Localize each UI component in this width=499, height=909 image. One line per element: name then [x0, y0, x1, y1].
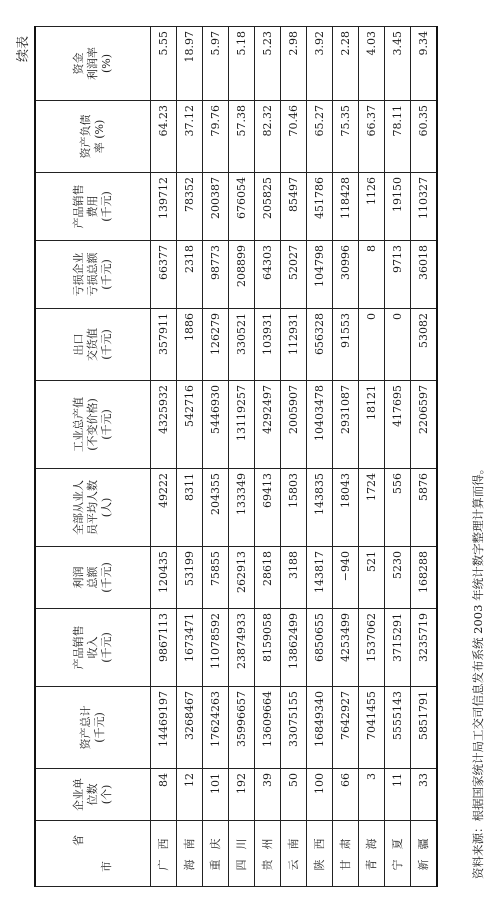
- cell-employees: 556: [385, 469, 411, 547]
- cell-total-profit: 5230: [385, 547, 411, 609]
- cell-sales-cost: 139712: [151, 173, 177, 241]
- header-output-value: 工业总产值 (不变价格) (千元): [35, 381, 151, 469]
- cell-total-profit: 75855: [203, 547, 229, 609]
- cell-enterprises: 100: [307, 769, 333, 821]
- cell-sales-revenue: 3235719: [411, 609, 438, 687]
- cell-sales-cost: 205825: [255, 173, 281, 241]
- cell-enterprises: 33: [411, 769, 438, 821]
- cell-profit-ratio: 2.28: [333, 27, 359, 101]
- cell-export-value: 126279: [203, 309, 229, 381]
- cell-enterprises: 3: [359, 769, 385, 821]
- cell-total-assets: 13609664: [255, 687, 281, 769]
- cell-output-value: 2931087: [333, 381, 359, 469]
- cell-export-value: 103931: [255, 309, 281, 381]
- header-province: 省 市: [35, 821, 151, 887]
- cell-profit-ratio: 5.23: [255, 27, 281, 101]
- table-row: [255, 27, 281, 887]
- cell-sales-revenue: 6850655: [307, 609, 333, 687]
- cell-employees: 204355: [203, 469, 229, 547]
- cell-enterprises: 101: [203, 769, 229, 821]
- cell-sales-revenue: 11078592: [203, 609, 229, 687]
- cell-province: 甘肃: [333, 821, 359, 887]
- cell-profit-ratio: 2.98: [281, 27, 307, 101]
- cell-enterprises: 39: [255, 769, 281, 821]
- cell-export-value: 91553: [333, 309, 359, 381]
- cell-province: 四川: [229, 821, 255, 887]
- cell-sales-revenue: 1537062: [359, 609, 385, 687]
- cell-output-value: 13119257: [229, 381, 255, 469]
- cell-output-value: 417695: [385, 381, 411, 469]
- cell-loss-amount: 52027: [281, 241, 307, 309]
- cell-sales-cost: 118428: [333, 173, 359, 241]
- cell-total-assets: 33075155: [281, 687, 307, 769]
- cell-export-value: 656328: [307, 309, 333, 381]
- cell-employees: 143835: [307, 469, 333, 547]
- header-sales-cost: 产品销售 费用 (千元): [35, 173, 151, 241]
- cell-loss-amount: 208899: [229, 241, 255, 309]
- cell-debt-ratio: 82.32: [255, 101, 281, 173]
- cell-profit-ratio: 9.34: [411, 27, 438, 101]
- cell-profit-ratio: 5.18: [229, 27, 255, 101]
- cell-profit-ratio: 5.97: [203, 27, 229, 101]
- cell-debt-ratio: 65.27: [307, 101, 333, 173]
- cell-total-assets: 5555143: [385, 687, 411, 769]
- cell-enterprises: 11: [385, 769, 411, 821]
- cell-output-value: 4292497: [255, 381, 281, 469]
- cell-profit-ratio: 5.55: [151, 27, 177, 101]
- cell-total-assets: 7642927: [333, 687, 359, 769]
- cell-output-value: 5446930: [203, 381, 229, 469]
- table-row: [307, 27, 333, 887]
- cell-output-value: 18121: [359, 381, 385, 469]
- table-row: [281, 27, 307, 887]
- cell-employees: 15803: [281, 469, 307, 547]
- cell-total-assets: 3268467: [177, 687, 203, 769]
- cell-enterprises: 12: [177, 769, 203, 821]
- cell-total-profit: −940: [333, 547, 359, 609]
- header-export-value: 出口 交货值 (千元): [35, 309, 151, 381]
- cell-debt-ratio: 79.76: [203, 101, 229, 173]
- cell-employees: 1724: [359, 469, 385, 547]
- continued-label: 续表: [16, 36, 31, 63]
- cell-total-profit: 168288: [411, 547, 438, 609]
- cell-output-value: 4325932: [151, 381, 177, 469]
- cell-sales-cost: 78352: [177, 173, 203, 241]
- table-row: [359, 27, 385, 887]
- cell-export-value: 0: [359, 309, 385, 381]
- cell-total-profit: 262913: [229, 547, 255, 609]
- statistics-table: [34, 26, 438, 887]
- cell-province: 重庆: [203, 821, 229, 887]
- cell-debt-ratio: 78.11: [385, 101, 411, 173]
- header-row: [35, 27, 151, 887]
- table-row: [229, 27, 255, 887]
- cell-profit-ratio: 18.97: [177, 27, 203, 101]
- cell-total-profit: 3188: [281, 547, 307, 609]
- cell-province: 广西: [151, 821, 177, 887]
- cell-total-assets: 14469197: [151, 687, 177, 769]
- cell-export-value: 357911: [151, 309, 177, 381]
- cell-total-assets: 7041455: [359, 687, 385, 769]
- cell-export-value: 330521: [229, 309, 255, 381]
- cell-province: 海南: [177, 821, 203, 887]
- cell-loss-amount: 36018: [411, 241, 438, 309]
- cell-loss-amount: 8: [359, 241, 385, 309]
- cell-province: 宁夏: [385, 821, 411, 887]
- cell-loss-amount: 30996: [333, 241, 359, 309]
- source-note: 资料来源：根据国家统计局工交司信息发布系统 2003 年统计数字整理计算而得。: [471, 462, 485, 879]
- cell-employees: 18043: [333, 469, 359, 547]
- header-loss-amount: 亏损企业 亏损总额 (千元): [35, 241, 151, 309]
- table-row: [411, 27, 438, 887]
- cell-export-value: 0: [385, 309, 411, 381]
- header-debt-ratio: 资产负债 率 (%): [35, 101, 151, 173]
- cell-sales-cost: 110327: [411, 173, 438, 241]
- cell-sales-revenue: 13862499: [281, 609, 307, 687]
- cell-enterprises: 66: [333, 769, 359, 821]
- cell-sales-cost: 1126: [359, 173, 385, 241]
- header-sales-revenue: 产品销售 收入 (千元): [35, 609, 151, 687]
- cell-total-assets: 17624263: [203, 687, 229, 769]
- cell-total-profit: 120435: [151, 547, 177, 609]
- cell-sales-revenue: 4253499: [333, 609, 359, 687]
- cell-sales-cost: 676054: [229, 173, 255, 241]
- header-total-profit: 利润 总额 (千元): [35, 547, 151, 609]
- cell-export-value: 112931: [281, 309, 307, 381]
- cell-output-value: 10403478: [307, 381, 333, 469]
- header-total-assets: 资产总计 (千元): [35, 687, 151, 769]
- cell-province: 陕西: [307, 821, 333, 887]
- cell-profit-ratio: 3.45: [385, 27, 411, 101]
- cell-output-value: 542716: [177, 381, 203, 469]
- cell-loss-amount: 66377: [151, 241, 177, 309]
- cell-sales-revenue: 3715291: [385, 609, 411, 687]
- cell-sales-revenue: 23874933: [229, 609, 255, 687]
- cell-loss-amount: 64303: [255, 241, 281, 309]
- cell-province: 云南: [281, 821, 307, 887]
- cell-total-profit: 53199: [177, 547, 203, 609]
- cell-profit-ratio: 3.92: [307, 27, 333, 101]
- table-row: [203, 27, 229, 887]
- table-body: [151, 27, 438, 887]
- cell-loss-amount: 104798: [307, 241, 333, 309]
- cell-sales-revenue: 1673471: [177, 609, 203, 687]
- cell-loss-amount: 2318: [177, 241, 203, 309]
- table-row: [333, 27, 359, 887]
- cell-debt-ratio: 57.38: [229, 101, 255, 173]
- cell-sales-revenue: 8159058: [255, 609, 281, 687]
- cell-debt-ratio: 66.37: [359, 101, 385, 173]
- header-employees: 全部从业人 员平均人数 (人): [35, 469, 151, 547]
- cell-loss-amount: 98773: [203, 241, 229, 309]
- cell-employees: 8311: [177, 469, 203, 547]
- table-row: [177, 27, 203, 887]
- cell-total-profit: 28618: [255, 547, 281, 609]
- cell-output-value: 2005907: [281, 381, 307, 469]
- cell-output-value: 2206597: [411, 381, 438, 469]
- cell-province: 青海: [359, 821, 385, 887]
- cell-loss-amount: 9713: [385, 241, 411, 309]
- cell-employees: 69413: [255, 469, 281, 547]
- cell-profit-ratio: 4.03: [359, 27, 385, 101]
- cell-debt-ratio: 60.35: [411, 101, 438, 173]
- cell-total-assets: 35996657: [229, 687, 255, 769]
- cell-province: 新疆: [411, 821, 438, 887]
- cell-employees: 133349: [229, 469, 255, 547]
- cell-total-assets: 16849340: [307, 687, 333, 769]
- cell-total-profit: 143817: [307, 547, 333, 609]
- cell-debt-ratio: 75.35: [333, 101, 359, 173]
- cell-employees: 5876: [411, 469, 438, 547]
- header-enterprises: 企业单 位数 (个): [35, 769, 151, 821]
- table-row: [151, 27, 177, 887]
- cell-enterprises: 192: [229, 769, 255, 821]
- cell-sales-cost: 85497: [281, 173, 307, 241]
- table-row: [385, 27, 411, 887]
- cell-export-value: 53082: [411, 309, 438, 381]
- cell-debt-ratio: 70.46: [281, 101, 307, 173]
- cell-enterprises: 50: [281, 769, 307, 821]
- cell-sales-cost: 451786: [307, 173, 333, 241]
- cell-sales-revenue: 9867113: [151, 609, 177, 687]
- cell-debt-ratio: 37.12: [177, 101, 203, 173]
- header-profit-ratio: 资金 利润率 (%): [35, 27, 151, 101]
- cell-debt-ratio: 64.23: [151, 101, 177, 173]
- cell-province: 贵州: [255, 821, 281, 887]
- cell-total-assets: 5851791: [411, 687, 438, 769]
- cell-total-profit: 521: [359, 547, 385, 609]
- cell-employees: 49222: [151, 469, 177, 547]
- cell-enterprises: 84: [151, 769, 177, 821]
- cell-export-value: 1886: [177, 309, 203, 381]
- cell-sales-cost: 200387: [203, 173, 229, 241]
- cell-sales-cost: 19150: [385, 173, 411, 241]
